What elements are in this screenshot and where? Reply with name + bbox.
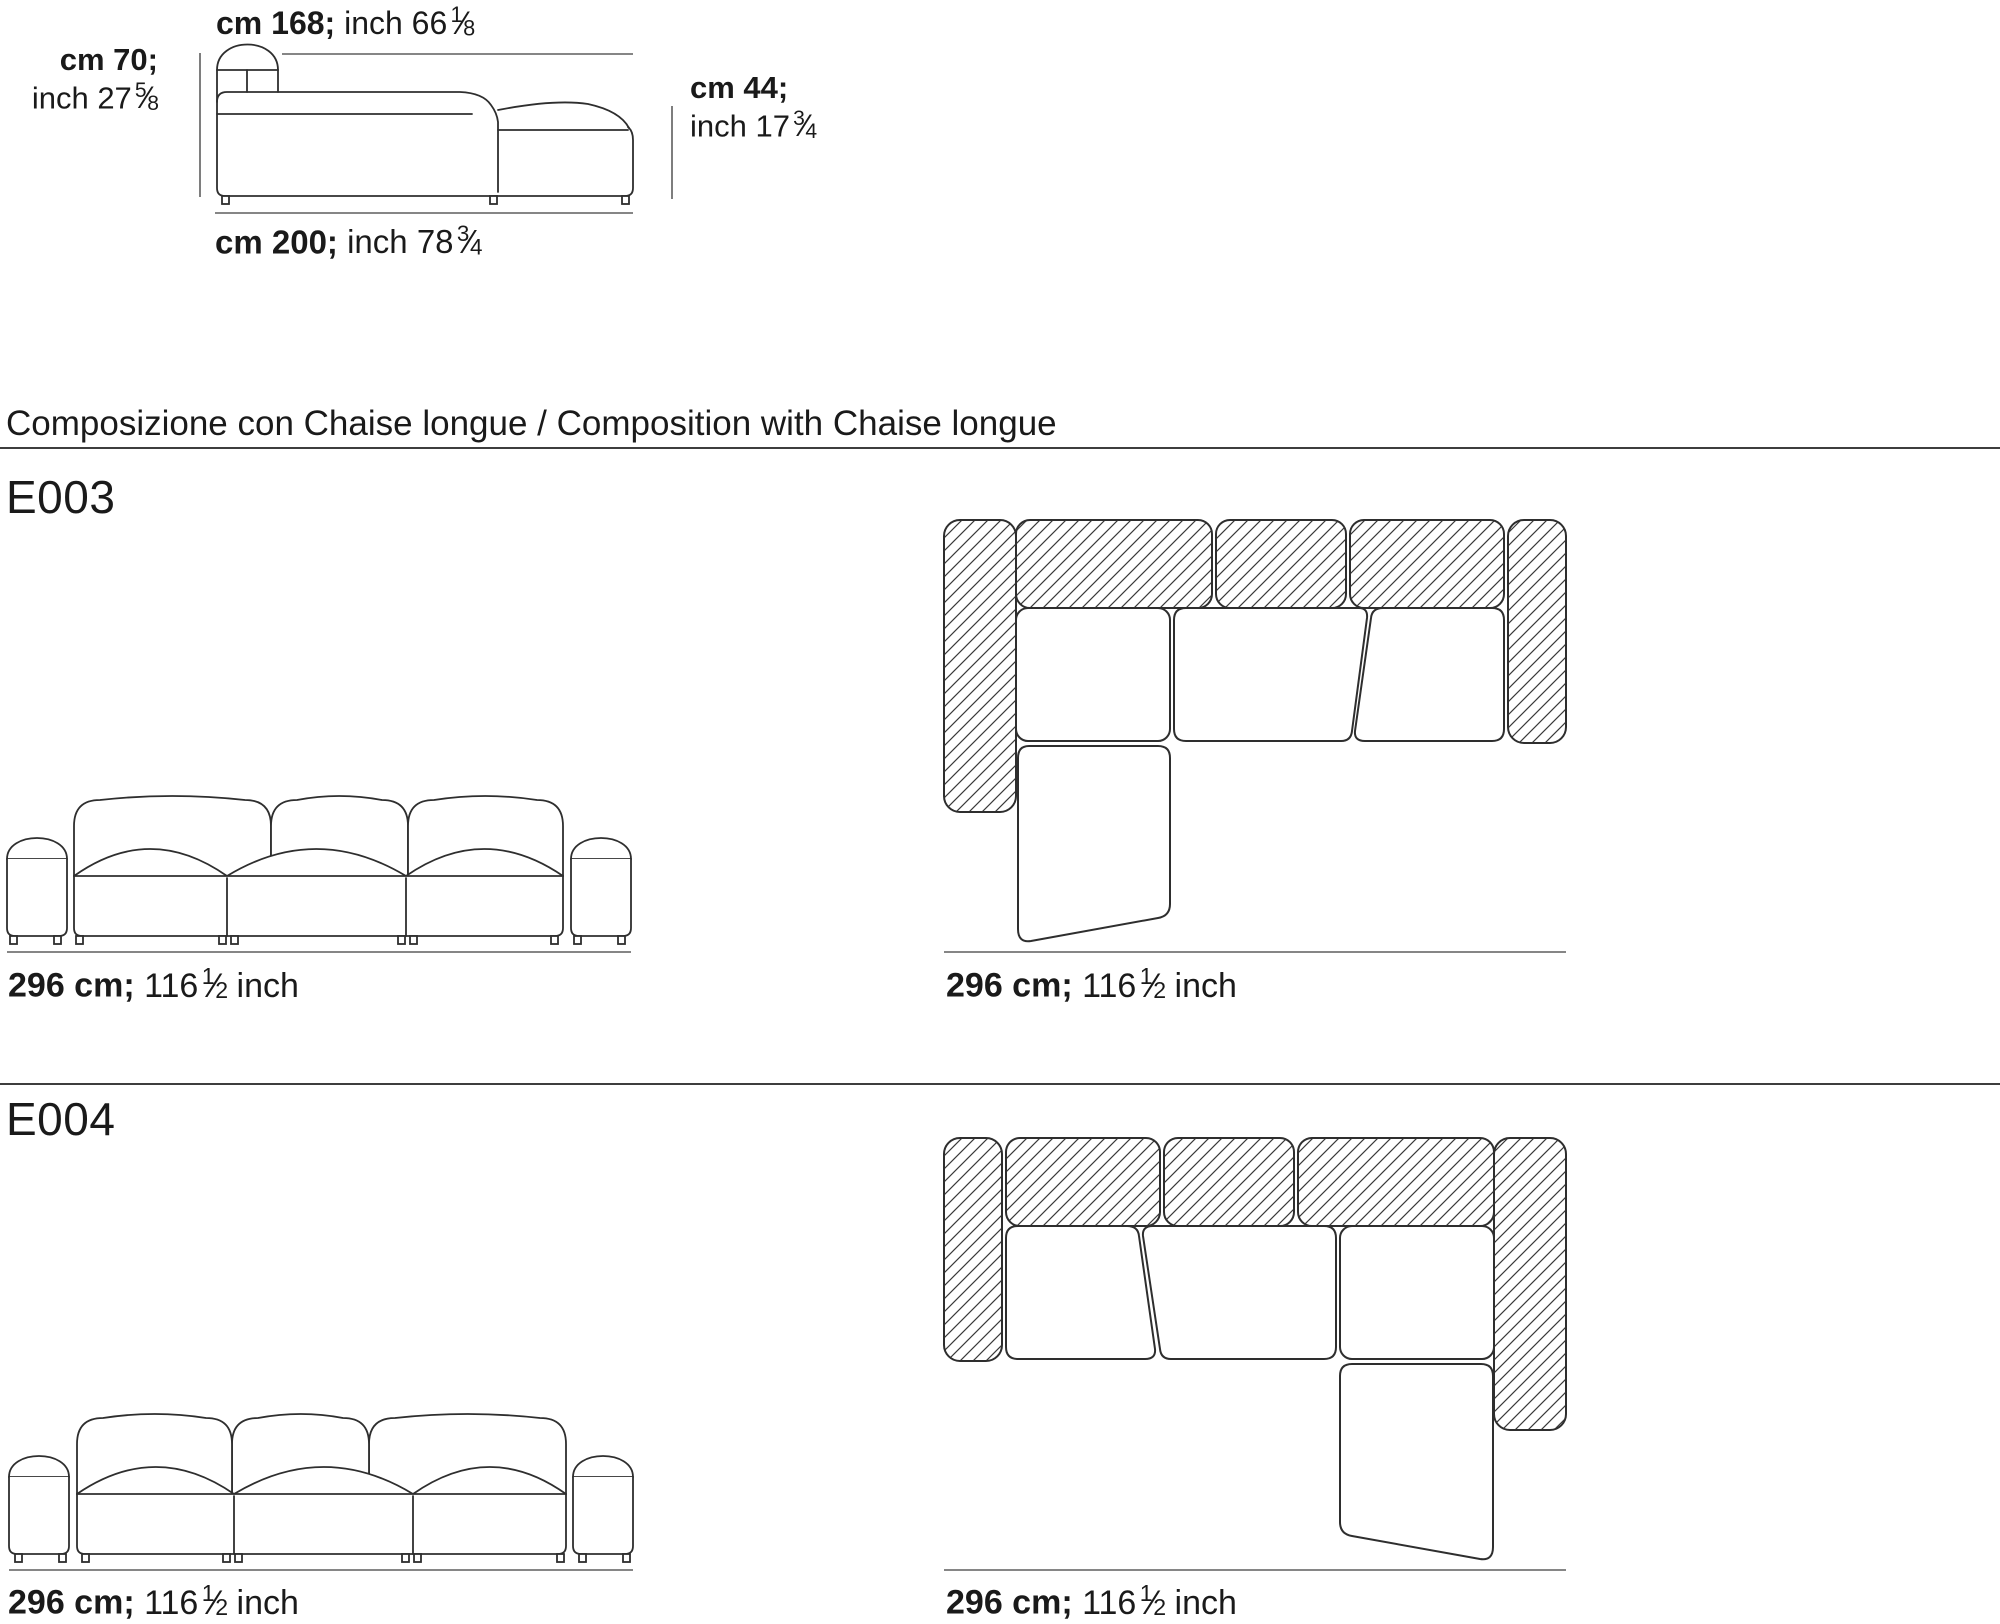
section-title [6,404,1057,444]
e003-plan-width-label [946,963,1237,1006]
imperial-value: 116 $^1$⁄2 inch [144,963,299,1005]
imperial-value: 116 $^1$⁄2 inch [1082,963,1237,1005]
fraction: $^1$⁄2 [1139,1580,1166,1622]
seat-height-label [690,70,816,145]
fraction: $^1$⁄8 [450,2,475,41]
height-label [8,42,158,117]
metric-value: 296 cm; [8,1583,135,1622]
seat-module [1143,1226,1336,1359]
ottoman-top [498,102,629,128]
foot [222,196,229,204]
e004-front-elevation-drawing [5,1406,635,1572]
side-view-diagram [0,0,900,290]
seat-module [1016,608,1170,741]
e003-front-elevation-drawing [5,788,635,954]
chaise-longue-module [1340,1364,1493,1559]
armrest-right-hatched [1494,1138,1566,1430]
height-metric: cm 70; [59,42,158,77]
metric-value: 296 cm; [946,966,1073,1005]
foot [490,196,497,204]
e004-plan-drawing [940,1134,1570,1576]
length-label [215,221,481,263]
top-width-imperial: inch 66 $^1$⁄8 [344,2,475,41]
imperial-value: 116 $^1$⁄2 inch [144,1580,299,1622]
pouf-right [571,838,631,859]
fraction: $^1$⁄2 [201,1580,228,1622]
composition-code-e004: E004 [6,1093,116,1145]
seat-module [1006,1226,1155,1359]
headrest-dome [217,45,278,71]
sofa-body-outline [217,70,633,196]
top-width-metric: cm 168; [216,4,336,41]
armrest-left-hatched [944,1138,1002,1361]
backrest-segment [1016,520,1212,608]
chaise-longue-module [1018,746,1170,941]
pouf [573,1456,633,1477]
fraction: $^1$⁄2 [201,963,228,1005]
length-metric: cm 200; [215,223,338,261]
feet [15,1554,630,1562]
seat-module [1340,1226,1494,1359]
height-imperial: inch 27 $^5$⁄8 [31,78,158,116]
seat-module [1355,608,1504,741]
backrest-segment [1350,520,1504,608]
seat-base [74,876,563,936]
e003-elevation-width-label [8,963,299,1006]
section-title-italian: Composizione con Chaise longue [6,404,528,443]
metric-value: 296 cm; [8,966,135,1005]
section-title-separator: / [537,404,547,443]
fraction: $^3$⁄4 [456,221,482,262]
seat-height-imperial: inch 17 $^3$⁄4 [690,106,817,144]
feet [10,936,625,944]
backrest-segment [1298,1138,1494,1226]
foot [622,196,629,204]
e004-elevation-width-label [8,1580,299,1623]
top-width-label [216,2,474,43]
backrest-segment [1216,520,1346,608]
seat-module [1174,608,1367,741]
backrest-segment [1164,1138,1294,1226]
pouf-left [7,838,67,859]
armrest-right-hatched [1508,520,1566,743]
composition-code-e003: E003 [6,471,116,523]
e003-plan-drawing [940,516,1570,958]
title-rule [0,447,2000,449]
armrest-left-hatched [944,520,1016,812]
section-title-english: Composition with Chaise longue [556,404,1057,443]
e004-plan-width-label [946,1580,1237,1623]
fraction: $^1$⁄2 [1139,963,1166,1005]
length-imperial: inch 78 $^3$⁄4 [347,221,482,262]
pouf [9,1456,69,1477]
seat-base [77,1494,566,1554]
fraction: $^5$⁄8 [134,78,158,116]
backrest-segment [1006,1138,1160,1226]
section-separator-rule [0,1083,2000,1085]
seat-height-metric: cm 44; [690,70,789,105]
metric-value: 296 cm; [946,1583,1073,1622]
imperial-value: 116 $^1$⁄2 inch [1082,1580,1237,1622]
fraction: $^3$⁄4 [793,106,817,144]
